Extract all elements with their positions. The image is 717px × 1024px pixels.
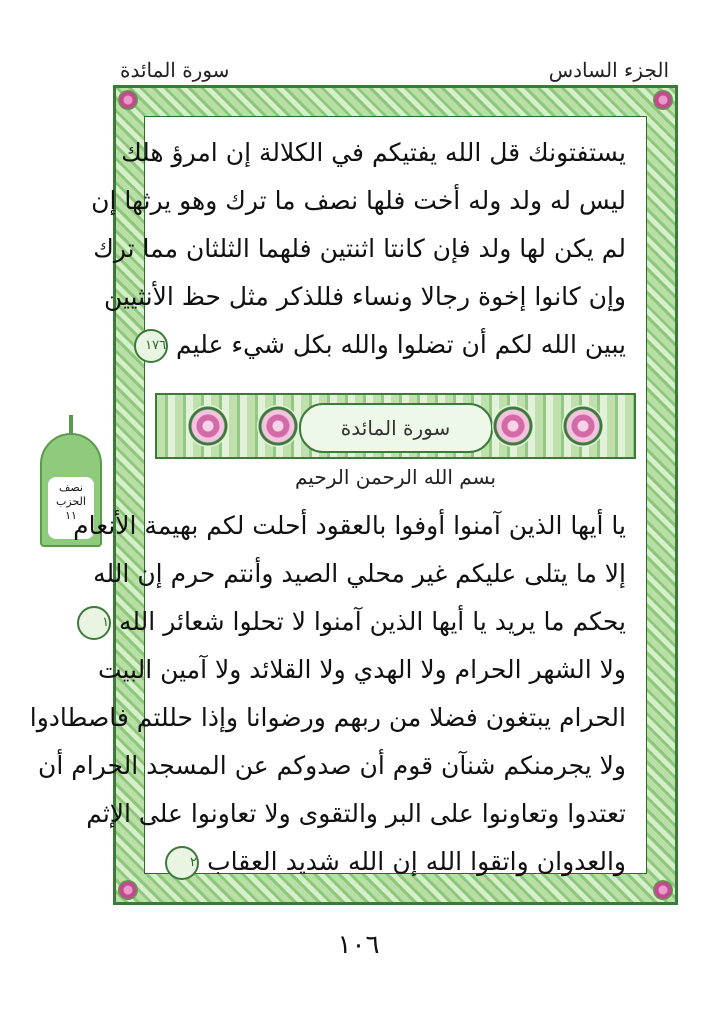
verse-line-last <box>165 838 626 886</box>
verses-top <box>91 129 626 369</box>
verse-line: ولا الشهر الحرام ولا الهدي ولا القلائد ولا آمين البيت <box>97 655 626 684</box>
verse-line: يستفتونك قل الله يفتيكم في الكلالة إن امرؤ هلك <box>121 138 626 167</box>
verse-text: يحكم ما يريد يا أيها الذين آمنوا لا تحلوا شعائر الله <box>119 607 626 636</box>
flower-icon <box>118 90 138 110</box>
flower-icon <box>118 880 138 900</box>
juz-label: الجزء السادس <box>548 58 669 82</box>
verse-line: تعتدوا وتعاونوا على البر والتقوى ولا تعاونوا على الإثم <box>86 799 626 828</box>
page-number: ١٠٦ <box>337 930 380 960</box>
medallion-icon <box>257 405 299 447</box>
verse-line: إلا ما يتلى عليكم غير محلي الصيد وأنتم حرم إن الله <box>93 559 626 588</box>
flower-icon <box>653 90 673 110</box>
hizb-line-2: الحزب <box>56 495 86 508</box>
verse-line: يا أيها الذين آمنوا أوفوا بالعقود أحلت لكم بهيمة الأنعام <box>73 511 626 540</box>
flower-icon <box>653 880 673 900</box>
surah-title: سورة المائدة <box>299 403 493 453</box>
verse-line: وإن كانوا إخوة رجالا ونساء فللذكر مثل حظ الأنثيين <box>103 282 626 311</box>
hizb-line-3: ١١ <box>65 509 77 522</box>
verse-line: لم يكن لها ولد فإن كانتا اثنتين فلهما الثلثان مما ترك <box>93 234 626 263</box>
verse-line <box>102 598 626 646</box>
medallion-icon <box>492 405 534 447</box>
verse-line: الحرام يبتغون فضلا من ربهم ورضوانا وإذا حللتم فاصطادوا <box>29 703 626 732</box>
medallion-icon <box>187 405 229 447</box>
surah-label: سورة المائدة <box>120 58 230 82</box>
bismillah: بسم الله الرحمن الرحيم <box>294 465 496 489</box>
verse-number-mark: ١٧٦ <box>134 329 168 363</box>
medallion-icon <box>562 405 604 447</box>
verse-line: ولا يجرمنكم شنآن قوم أن صدوكم عن المسجد الحرام أن <box>38 751 626 780</box>
hizb-line-1: نصف <box>59 481 83 494</box>
verse-text: والعدوان واتقوا الله إن الله شديد العقاب <box>207 847 626 876</box>
verse-number-mark: ٢ <box>165 846 199 880</box>
verse-line-last <box>145 321 626 369</box>
verse-line: ليس له ولد وله أخت فلها نصف ما ترك وهو يرثها إن <box>91 186 626 215</box>
surah-banner <box>155 393 636 459</box>
verse-text: يبين الله لكم أن تضلوا والله بكل شيء عليم <box>176 330 626 359</box>
verse-number-mark: ١ <box>77 606 111 640</box>
